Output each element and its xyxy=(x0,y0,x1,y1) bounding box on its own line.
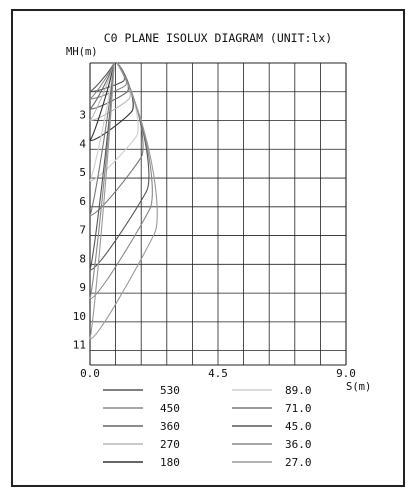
legend-label: 27.0 xyxy=(285,456,312,469)
contour-line-45-0 xyxy=(90,63,149,270)
chart-grid xyxy=(90,63,346,365)
y-tick-label: 7 xyxy=(79,223,86,237)
x-tick-label: 0.0 xyxy=(80,367,100,380)
x-tick-label: 9.0 xyxy=(336,367,356,380)
y-axis-label: MH(m) xyxy=(66,46,98,58)
legend-label: 45.0 xyxy=(285,420,312,433)
y-tick-label: 8 xyxy=(79,252,86,266)
x-axis-label: S(m) xyxy=(346,381,372,393)
y-tick-label: 9 xyxy=(79,281,86,295)
y-tick-label: 3 xyxy=(79,108,86,122)
legend xyxy=(103,384,312,469)
x-tick-label: 4.5 xyxy=(208,367,228,380)
contour-line-36-0 xyxy=(90,63,152,299)
legend-label: 89.0 xyxy=(285,384,312,397)
legend-label: 530 xyxy=(160,384,180,397)
legend-label: 360 xyxy=(160,420,180,433)
legend-label: 36.0 xyxy=(285,438,312,451)
y-tick-label: 5 xyxy=(79,166,86,180)
y-tick-label: 10 xyxy=(72,309,86,323)
legend-label: 180 xyxy=(160,456,180,469)
legend-label: 270 xyxy=(160,438,180,451)
contour-lines xyxy=(90,63,157,339)
y-tick-label: 4 xyxy=(79,137,86,151)
contour-line-71-0 xyxy=(90,63,143,215)
legend-label: 450 xyxy=(160,402,180,415)
y-tick-label: 6 xyxy=(79,194,86,208)
y-tick-label: 11 xyxy=(72,338,86,352)
chart-title: C0 PLANE ISOLUX DIAGRAM (UNIT:lx) xyxy=(103,31,333,45)
legend-label: 71.0 xyxy=(285,402,312,415)
